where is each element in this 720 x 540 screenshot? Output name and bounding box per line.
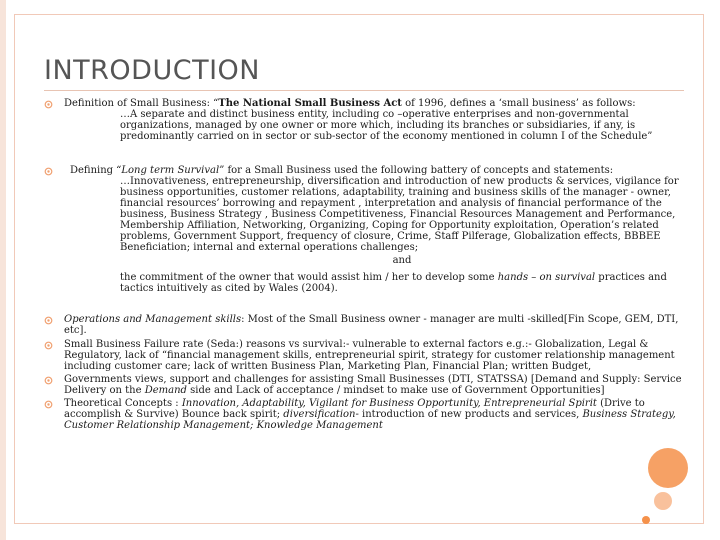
bullet-item-definition	[44, 98, 684, 142]
circle-bullet-icon	[44, 400, 53, 409]
survival-concepts: …Innovativeness, entrepreneurship, diversification and introduction of new products & services, vigilance for business opportunities, customer relations, adaptability, training and business skills of the manager - owner, financial resources’ borrowing and repayment , interpretation and analysis of financial performance of the business, Business Strategy , Business Competitiveness, Financial Resources Management and Performance, Membership Affiliation, Networking, Organizing, Coping for Opportunity exploitation, Operation’s related problems, Government Support, frequency of closure, Crime, Staff Pilferage, Globalization effects, BBBEE Beneficiation; internal and external operations challenges;	[120, 176, 679, 253]
bullet-text: Governments views, support and challenges for assisting Small Businesses (DTI, STATSSA) [Demand and Supply: Service Delivery on the Demand side and Lack of acceptance / mindset to make use of Government Opportunities]	[64, 374, 682, 396]
circle-bullet-icon	[44, 341, 53, 350]
slide-title: INTRODUCTION	[44, 55, 260, 86]
left-accent-bar	[0, 0, 6, 540]
bullet-item-failure-rate	[44, 339, 684, 372]
definition-quote: …A separate and distinct business entity, including co –operative enterprises and non-governmental organizations, managed by one owner or more which, including its branches or subsidiaries, if any, is predominantly carried on in sector or sub-sector of the economy mentioned in column I of the Schedule”	[120, 109, 653, 142]
circle-bullet-icon	[44, 167, 53, 176]
bullet-item-long-term-survival	[44, 165, 684, 294]
decorative-dot	[642, 516, 650, 524]
decorative-small-circle	[654, 492, 672, 510]
circle-bullet-icon	[44, 316, 53, 325]
bullet-item-government-views	[44, 374, 684, 396]
and-connector: and	[392, 255, 412, 266]
bullet-text: Defining “Long term Survival” for a Small Business used the following battery of concepts and statements:	[70, 165, 614, 176]
bullet-item-theoretical-concepts	[44, 398, 684, 431]
slide-body	[44, 98, 684, 431]
bullet-text: Small Business Failure rate (Seda:) reasons vs survival:- vulnerable to external factors e.g.:- Globalization, Legal & Regulatory, lack of “financial management skills, entrepreneurial spirit, strategy for customer relationship management including customer care; lack of written Business Plan, Marketing Plan, Financial Plan; written Budget,	[64, 339, 675, 372]
title-divider	[44, 90, 684, 91]
circle-bullet-icon	[44, 100, 53, 109]
bullet-text: Theoretical Concepts : Innovation, Adaptability, Vigilant for Business Opportunity, Entrepreneurial Spirit (Drive to accomplish & Survive) Bounce back spirit; diversification- introduction of new products and services, Business Strategy, Customer Relationship Management; Knowledge Management	[64, 398, 676, 431]
decorative-orange-circle	[648, 448, 688, 488]
bullet-text: Operations and Management skills: Most of the Small Business owner - manager are multi -skilled[Fin Scope, GEM, DTI, etc].	[64, 314, 679, 336]
bullet-item-operations	[44, 314, 684, 336]
bullet-text: Definition of Small Business: “The National Small Business Act of 1996, defines a ‘small business’ as follows:	[64, 98, 636, 109]
circle-bullet-icon	[44, 376, 53, 385]
survival-tail: the commitment of the owner that would assist him / her to develop some hands – on survival practices and tactics intuitively as cited by Wales (2004).	[120, 272, 667, 294]
